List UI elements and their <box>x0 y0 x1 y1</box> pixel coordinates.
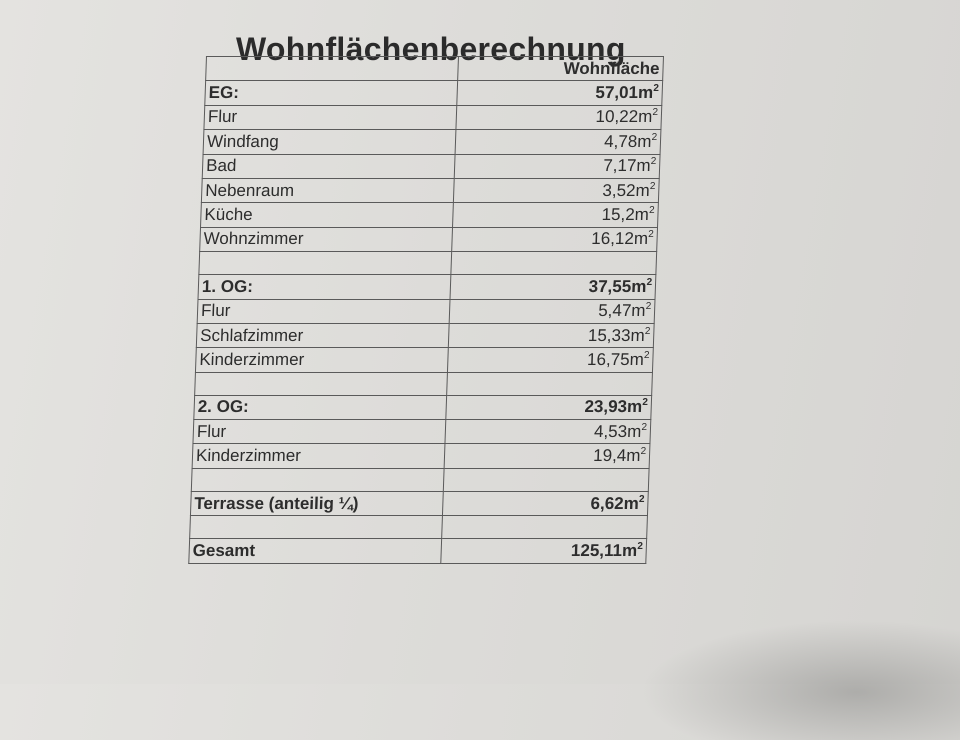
room-label-cell <box>195 372 447 395</box>
area-unit-exponent: 2 <box>640 446 647 458</box>
area-table <box>188 56 664 564</box>
area-value: 5,47 <box>597 301 632 321</box>
header-label-cell <box>206 57 458 81</box>
table-body <box>189 57 664 564</box>
area-unit: m <box>631 301 646 321</box>
area-value: 37,55 <box>588 276 632 296</box>
area-unit-exponent: 2 <box>650 156 657 168</box>
area-value-cell <box>450 252 656 275</box>
area-value-cell <box>447 348 653 372</box>
room-label-cell: Nebenraum <box>201 178 453 202</box>
area-value: 7,17 <box>603 156 637 176</box>
area-unit-exponent: 2 <box>643 349 650 361</box>
area-value-cell <box>456 81 662 105</box>
area-unit-exponent: 2 <box>653 83 660 95</box>
table-row <box>203 130 661 154</box>
area-value-cell <box>444 444 650 468</box>
area-unit: m <box>626 421 642 441</box>
area-value: 16,12 <box>590 229 635 249</box>
area-unit: m <box>636 131 652 151</box>
area-value: 4,78 <box>603 131 638 151</box>
area-value-cell <box>450 275 656 299</box>
room-label-cell: Kinderzimmer <box>195 348 447 372</box>
shadow-decoration <box>640 620 960 740</box>
area-value: 4,53 <box>593 421 628 441</box>
area-unit: m <box>629 349 645 369</box>
table-row <box>197 299 655 323</box>
area-unit-exponent: 2 <box>637 540 644 552</box>
area-unit: m <box>623 493 640 513</box>
area-value: 125,11 <box>570 540 623 560</box>
area-unit-exponent: 2 <box>649 180 656 192</box>
spacer-row <box>190 516 648 539</box>
area-value: 19,4 <box>592 446 627 466</box>
area-value: 10,22 <box>595 107 639 127</box>
table-row <box>198 275 656 299</box>
area-unit: m <box>637 107 653 127</box>
area-unit: m <box>630 276 647 296</box>
room-label-cell <box>190 516 442 539</box>
area-unit-exponent: 2 <box>647 229 654 241</box>
room-label-cell: 1. OG: <box>198 275 450 299</box>
area-value-cell <box>455 130 661 154</box>
area-unit-exponent: 2 <box>644 325 651 337</box>
area-value-cell <box>442 491 648 515</box>
area-unit: m <box>626 397 643 417</box>
room-label-cell <box>191 468 443 491</box>
spacer-row <box>199 252 657 275</box>
area-value: 15,33 <box>587 325 631 345</box>
area-unit: m <box>636 156 651 176</box>
area-unit-exponent: 2 <box>645 301 652 313</box>
area-unit-exponent: 2 <box>648 205 655 217</box>
area-value: 15,2 <box>601 205 636 225</box>
area-unit-exponent: 2 <box>642 397 649 409</box>
area-unit: m <box>634 205 650 225</box>
room-label-cell: Bad <box>202 154 454 178</box>
room-label-cell: Windfang <box>203 130 455 154</box>
table-row <box>201 178 659 202</box>
area-unit-exponent: 2 <box>641 421 648 433</box>
area-value-cell <box>446 372 652 395</box>
room-label-cell <box>199 252 451 275</box>
area-unit: m <box>625 446 641 466</box>
table-row <box>196 323 654 347</box>
area-value: 3,52 <box>602 180 636 200</box>
area-unit: m <box>635 180 651 200</box>
area-value-cell <box>445 395 651 419</box>
area-value-cell <box>441 516 647 539</box>
area-value: 57,01 <box>595 83 639 103</box>
area-unit: m <box>630 325 646 345</box>
area-unit-exponent: 2 <box>651 131 658 143</box>
room-label-cell: Flur <box>193 420 445 444</box>
area-value: 23,93 <box>584 397 628 417</box>
spacer-row <box>195 372 653 395</box>
room-label-cell: Flur <box>197 299 449 323</box>
room-label-cell: Wohnzimmer <box>200 227 452 251</box>
table-row <box>194 395 652 419</box>
table-row <box>189 539 647 563</box>
area-value-cell <box>454 154 660 178</box>
area-value-cell <box>453 178 659 202</box>
room-label-cell: Schlafzimmer <box>196 323 448 347</box>
area-value-cell <box>449 299 655 323</box>
area-unit-exponent: 2 <box>646 276 653 288</box>
area-value-cell <box>452 203 658 227</box>
area-unit: m <box>637 83 654 103</box>
page-title: Wohnflächenberechnung <box>236 31 626 68</box>
area-value-cell <box>440 539 646 563</box>
area-unit-exponent: 2 <box>652 107 659 119</box>
table-row <box>205 81 663 105</box>
header-value-cell: Wohnfläche <box>457 57 663 81</box>
room-label-cell: 2. OG: <box>194 395 446 419</box>
area-value-cell <box>448 323 654 347</box>
room-label-cell: Terrasse (anteilig ¼) <box>190 491 442 515</box>
table-row <box>195 348 653 372</box>
table-row <box>193 420 651 444</box>
area-value-cell <box>443 468 649 491</box>
area-value-cell <box>444 420 650 444</box>
room-label-cell: Gesamt <box>189 539 441 563</box>
room-label-cell: Flur <box>204 105 456 129</box>
spacer-row <box>191 468 649 491</box>
area-value: 16,75 <box>586 349 630 369</box>
table-header-row <box>206 57 664 81</box>
table-row <box>202 154 660 178</box>
area-unit: m <box>633 229 649 249</box>
room-label-cell: Küche <box>201 203 453 227</box>
area-value-cell <box>451 227 657 251</box>
area-unit: m <box>621 540 638 560</box>
room-label-cell: Kinderzimmer <box>192 444 444 468</box>
table-row <box>201 203 659 227</box>
table-row <box>200 227 658 251</box>
area-unit-exponent: 2 <box>638 493 645 505</box>
table-row <box>192 444 650 468</box>
table-row <box>204 105 662 129</box>
area-value: 6,62 <box>590 493 625 513</box>
area-value-cell <box>455 105 661 129</box>
table-row <box>190 491 648 515</box>
room-label-cell: EG: <box>205 81 457 105</box>
